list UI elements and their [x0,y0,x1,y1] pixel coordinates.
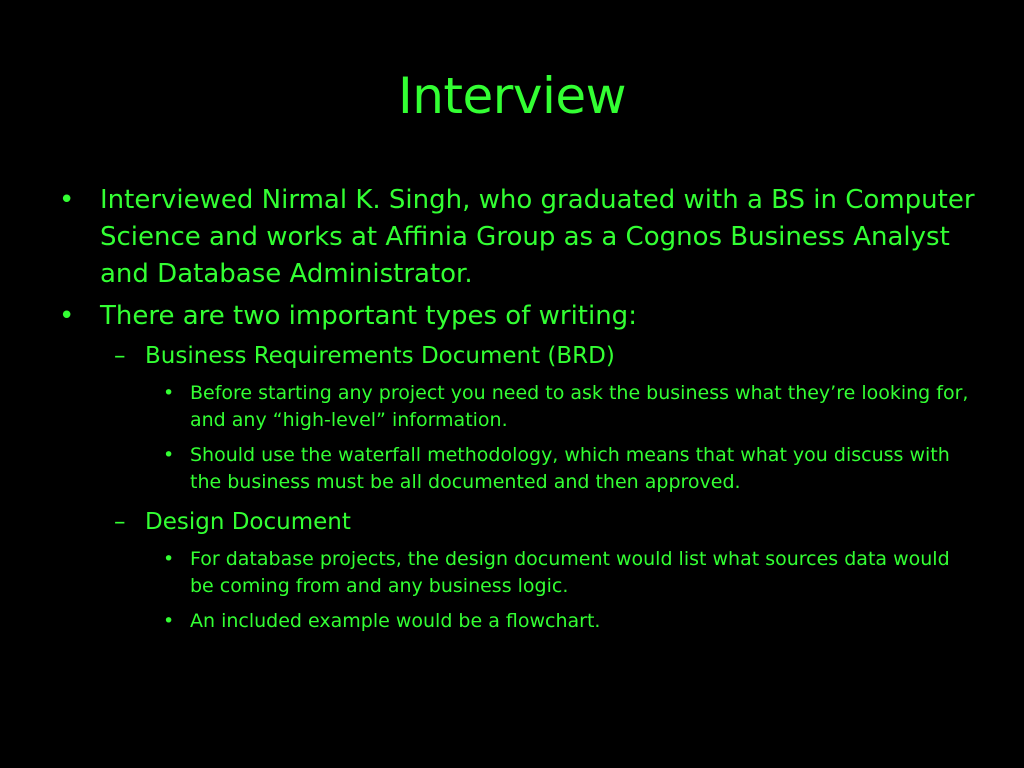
bullet-marker: • [163,382,175,404]
bullet-marker: • [59,301,75,331]
subitem-design-document [56,506,976,538]
bullet-marker: • [163,548,175,570]
slide-content [56,182,976,635]
point-design-flowchart [56,608,976,635]
bullet-interviewee [56,182,976,293]
bullet-marker: • [163,610,175,632]
point-brd-ask-business [56,380,976,434]
dash-marker: – [114,509,126,535]
subitem-text: Business Requirements Document (BRD) [145,343,615,369]
point-design-sources [56,546,976,600]
point-text: Should use the waterfall methodology, which means that what you discuss with the business must be all documented and then approved. [190,444,950,493]
slide-title: Interview [398,67,626,125]
point-brd-waterfall [56,442,976,496]
subitem-brd [56,340,976,372]
point-text: For database projects, the design document would list what sources data would be coming from and any business logic. [190,548,950,597]
point-text: An included example would be a flowchart. [190,610,601,632]
dash-marker: – [114,343,126,369]
bullet-marker: • [59,185,75,215]
bullet-text: There are two important types of writing: [100,301,637,331]
point-text: Before starting any project you need to ask the business what they’re looking for, and any “high-level” information. [190,382,969,431]
bullet-text: Interviewed Nirmal K. Singh, who graduated with a BS in Computer Science and works at Affinia Group as a Cognos Business Analyst and Database Administrator. [100,185,975,289]
bullet-marker: • [163,444,175,466]
bullet-writing-types [56,298,976,335]
subitem-text: Design Document [145,509,351,535]
